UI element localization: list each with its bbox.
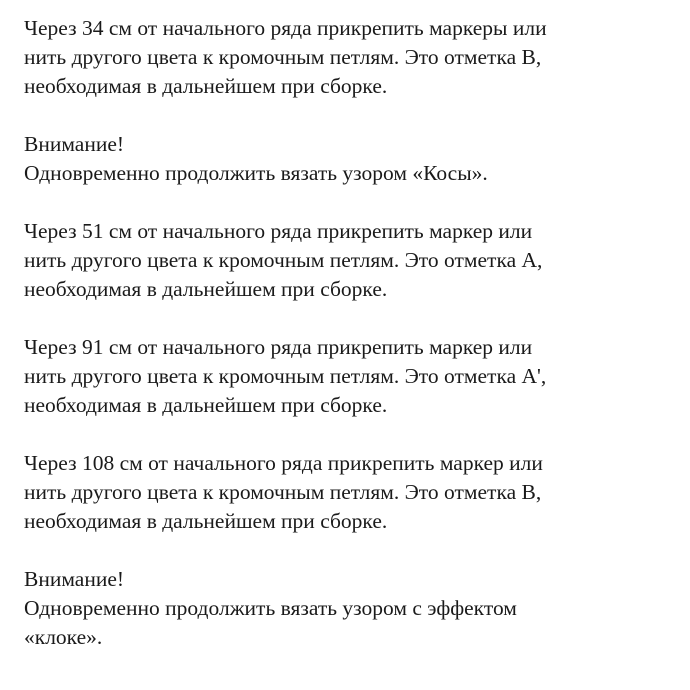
text-line: Через 91 см от начального ряда прикрепить маркер или [24, 335, 533, 359]
text-line: нить другого цвета к кромочным петлям. Это отметка A, [24, 248, 543, 272]
text-line: Через 34 см от начального ряда прикрепить маркеры или [24, 16, 547, 40]
paragraph-marker-b-34 [24, 14, 670, 101]
paragraph-marker-b-108 [24, 449, 670, 536]
text-line: необходимая в дальнейшем при сборке. [24, 509, 388, 533]
paragraph-marker-a-prime-91 [24, 333, 670, 420]
text-line: нить другого цвета к кромочным петлям. Это отметка B, [24, 45, 542, 69]
text-line: Одновременно продолжить вязать узором с эффектом [24, 596, 517, 620]
text-line: необходимая в дальнейшем при сборке. [24, 74, 388, 98]
text-line: «клоке». [24, 625, 103, 649]
paragraph-attention-kosy [24, 130, 670, 188]
text-line: Через 108 см от начального ряда прикрепить маркер или [24, 451, 543, 475]
text-line: необходимая в дальнейшем при сборке. [24, 277, 388, 301]
paragraph-attention-kloke [24, 565, 670, 652]
attention-heading: Внимание! [24, 132, 125, 156]
text-line: Через 51 см от начального ряда прикрепить маркер или [24, 219, 533, 243]
text-line: Одновременно продолжить вязать узором «Косы». [24, 161, 488, 185]
text-line: нить другого цвета к кромочным петлям. Это отметка B, [24, 480, 542, 504]
attention-heading: Внимание! [24, 567, 125, 591]
paragraph-marker-a-51 [24, 217, 670, 304]
text-line: нить другого цвета к кромочным петлям. Это отметка A', [24, 364, 547, 388]
text-line: необходимая в дальнейшем при сборке. [24, 393, 388, 417]
